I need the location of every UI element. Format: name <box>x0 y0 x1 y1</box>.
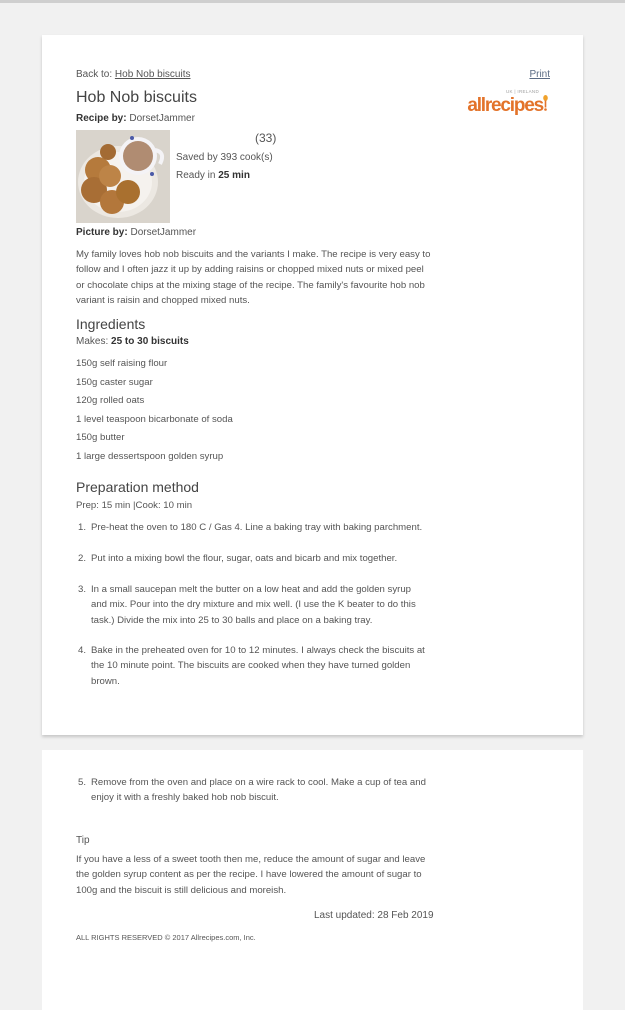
ready-label: Ready in <box>176 170 219 181</box>
ingredient-item: 150g butter <box>76 432 125 444</box>
step-text: Put into a mixing bowl the flour, sugar, oats and bicarb and mix together. <box>91 553 398 564</box>
ready-value: 25 min <box>218 170 250 181</box>
step-number: 4. <box>78 645 87 656</box>
makes-label: Makes: <box>76 336 112 347</box>
rating-count: (33) <box>255 131 277 145</box>
recipe-title: Hob Nob biscuits <box>76 89 197 106</box>
spoon-icon <box>543 95 548 111</box>
breadcrumb <box>76 69 191 80</box>
print-link[interactable]: Print <box>529 69 550 80</box>
ingredient-item: 1 level teaspoon bicarbonate of soda <box>76 413 233 425</box>
ingredient-item: 150g self raising flour <box>76 358 168 369</box>
step-text: Remove from the oven and place on a wire rack to cool. Make a cup of tea and enjoy it with a freshly baked hob nob biscuit. <box>91 777 426 804</box>
print-page-1 <box>42 35 583 735</box>
recipe-by-label: Recipe by: <box>76 113 127 124</box>
recipe-by <box>76 113 195 124</box>
back-prefix: Back to: <box>76 69 115 80</box>
ingredients-list <box>76 356 233 468</box>
picture-by-label: Picture by: <box>76 227 128 238</box>
step-number: 3. <box>78 584 87 595</box>
logo-region: UK | IRELAND <box>505 89 539 94</box>
recipe-photo <box>76 130 170 223</box>
tip-text: If you have a less of a sweet tooth then me, reduce the amount of sugar and leave the golden syrup content as per the recipe. I have lowered the amount of sugar to 100g and the biscuit is still delicious and moreish. <box>76 854 426 896</box>
back-link[interactable]: Hob Nob biscuits <box>114 69 191 80</box>
ready-time <box>176 170 250 181</box>
step-number: 5. <box>78 777 87 788</box>
step-number: 1. <box>78 522 87 533</box>
makes-value: 25 to 30 biscuits <box>111 336 189 347</box>
step-text: Pre-heat the oven to 180 C / Gas 4. Line a baking tray with baking parchment. <box>91 522 423 533</box>
prep-cook-times: Prep: 15 min |Cook: 10 min <box>76 500 193 511</box>
step-number: 2. <box>78 553 87 564</box>
ingredient-item: 1 large dessertspoon golden syrup <box>76 450 224 462</box>
recipe-photo-image <box>76 130 170 223</box>
step-text: Bake in the preheated oven for 10 to 12 minutes. I always check the biscuits at the 10 minute point. The biscuits are cooked when they have turned golden brown. <box>91 645 425 687</box>
copyright: ALL RIGHTS RESERVED © 2017 Allrecipes.com, Inc. <box>76 933 256 942</box>
picture-by <box>76 227 196 238</box>
method-heading: Preparation method <box>76 479 199 495</box>
ingredient-item: 150g caster sugar <box>76 376 153 388</box>
ingredient-item: 120g rolled oats <box>76 395 145 407</box>
recipe-author: DorsetJammer <box>129 113 195 124</box>
logo-wordmark: allrecipes <box>467 95 543 116</box>
allrecipes-logo <box>467 89 549 119</box>
saved-count: Saved by 393 cook(s) <box>176 152 273 163</box>
print-page-2 <box>42 750 583 1010</box>
tip-heading: Tip <box>76 835 90 846</box>
ingredients-heading: Ingredients <box>76 316 146 332</box>
browser-top-edge <box>0 0 625 3</box>
makes-yield <box>76 336 189 347</box>
step-text: In a small saucepan melt the butter on a low heat and add the golden syrup and mix. Pour into the dry mixture and mix well. (I use the K beater to do this task.) Divide the mix into 25 to 30 balls and place on a baking tray. <box>91 584 416 626</box>
last-updated: Last updated: 28 Feb 2019 <box>314 910 434 921</box>
recipe-description: My family loves hob nob biscuits and the variants I make. The recipe is very easy to follow and I often jazz it up by adding raisins or chopped mixed nuts or mixed peel or chocolate chips at the mixing stage of the recipe. The family's favourite hob nob variant is raisin and chopped mixed nuts. <box>76 249 431 306</box>
picture-author: DorsetJammer <box>130 227 197 238</box>
